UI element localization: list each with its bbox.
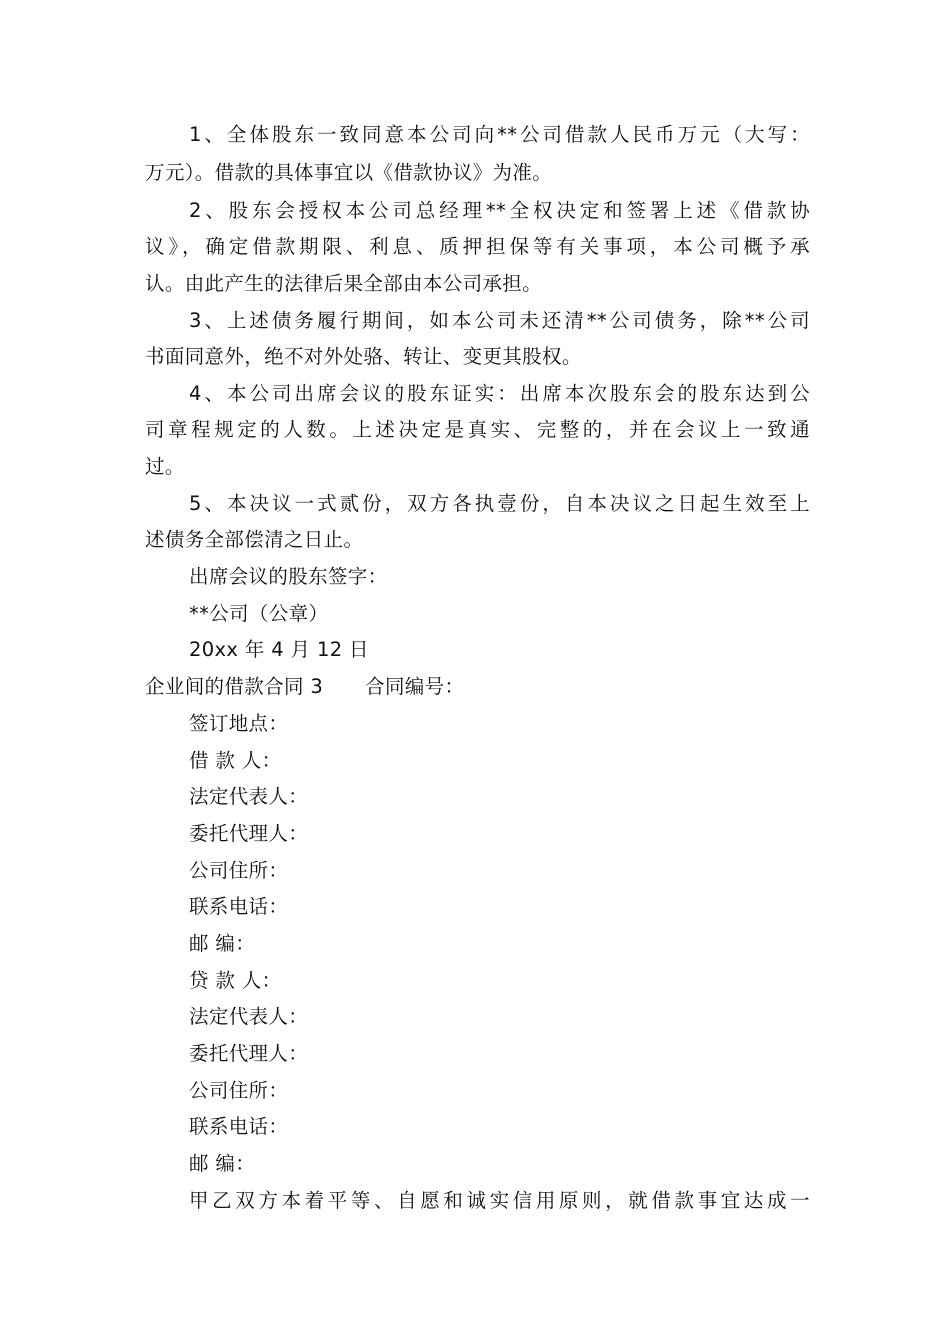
field-borrower: 借 款 人： <box>189 749 282 772</box>
paragraph-4-line-3: 过。 <box>145 455 185 478</box>
field-lender-phone: 联系电话： <box>189 1115 289 1138</box>
paragraph-4-line-1: 4、本公司出席会议的股东证实：出席本次股东会的股东达到公 <box>189 382 810 405</box>
contract-heading <box>145 669 810 705</box>
paragraph-3-line-2: 书面同意外，绝不对外处骆、转让、变更其股权。 <box>145 345 582 368</box>
field-borrower-legal-rep: 法定代表人： <box>189 785 309 808</box>
field-borrower-phone: 联系电话： <box>189 895 289 918</box>
paragraph-2-line-3: 认。由此产生的法律后果全部由本公司承担。 <box>145 272 543 295</box>
paragraph-1-line-1: 1、全体股东一致同意本公司向**公司借款人民币万元（大写： <box>189 123 810 146</box>
agreement-intro-line: 甲乙双方本着平等、自愿和诚实信用原则，就借款事宜达成一 <box>189 1189 810 1212</box>
contract-number-label: 合同编号： <box>365 675 465 698</box>
field-lender-agent: 委托代理人： <box>189 1042 309 1065</box>
paragraph-1-line-2: 万元）。借款的具体事宜以《借款协议》为准。 <box>145 161 553 184</box>
resolution-date: 20xx 年 4 月 12 日 <box>189 638 369 661</box>
paragraph-5-line-2: 述债务全部偿清之日止。 <box>145 528 364 551</box>
company-seal-line: **公司（公章） <box>189 602 329 625</box>
field-borrower-agent: 委托代理人： <box>189 822 309 845</box>
field-lender-postcode: 邮 编： <box>189 1152 256 1175</box>
contract-title: 企业间的借款合同 3 <box>145 675 324 698</box>
field-borrower-postcode: 邮 编： <box>189 932 256 955</box>
paragraph-3-line-1: 3、上述债务履行期间，如本公司未还清**公司债务，除**公司 <box>189 309 810 332</box>
paragraph-4-line-2: 司章程规定的人数。上述决定是真实、完整的，并在会议上一致通 <box>145 418 810 441</box>
field-lender-legal-rep: 法定代表人： <box>189 1005 309 1028</box>
signature-label: 出席会议的股东签字： <box>189 565 388 588</box>
paragraph-5-line-1: 5、本决议一式贰份，双方各执壹份，自本决议之日起生效至上 <box>189 492 810 515</box>
field-borrower-address: 公司住所： <box>189 859 289 882</box>
field-lender-address: 公司住所： <box>189 1079 289 1102</box>
field-lender: 贷 款 人： <box>189 969 282 992</box>
field-signing-place: 签订地点： <box>189 712 289 735</box>
paragraph-2-line-2: 议》，确定借款期限、利息、质押担保等有关事项，本公司概予承 <box>145 235 810 258</box>
paragraph-2-line-1: 2、股东会授权本公司总经理**全权决定和签署上述《借款协 <box>189 199 810 222</box>
